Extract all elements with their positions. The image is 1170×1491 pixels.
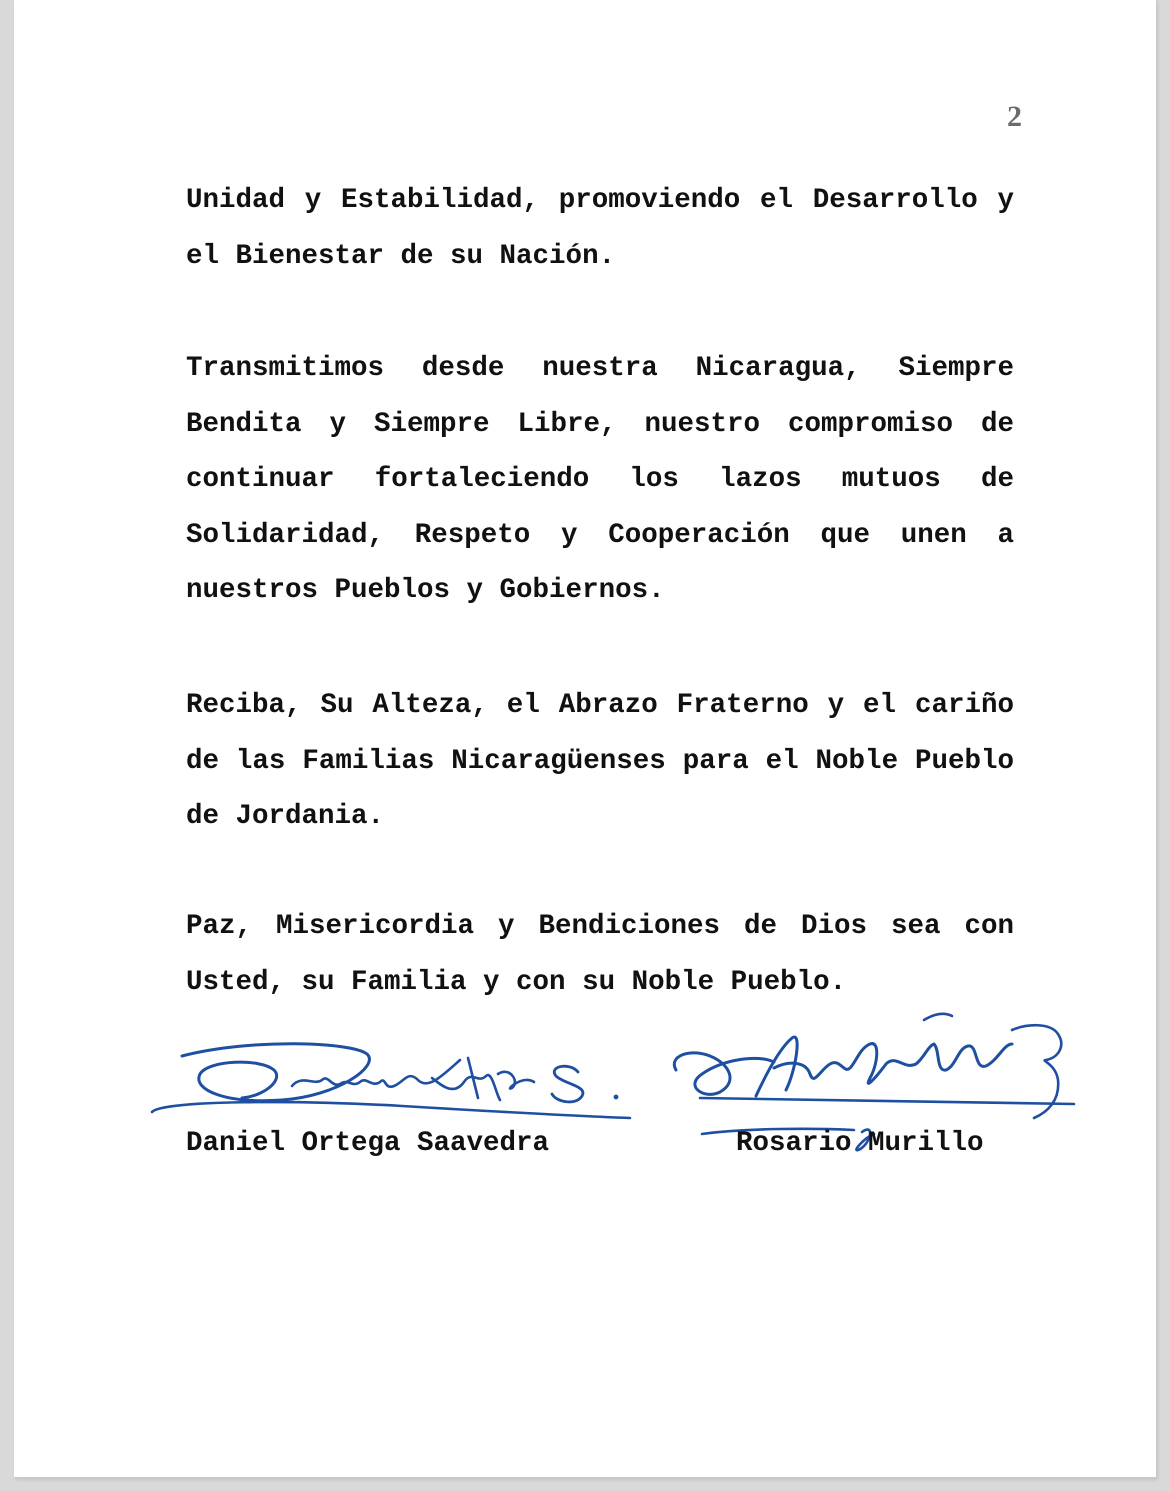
signatory-name: Daniel Ortega Saavedra [186,1128,550,1159]
signatory-name: Rosario Murillo [736,1128,984,1159]
body-paragraph: Transmitimos desde nuestra Nicaragua, Siempre Bendita y Siempre Libre, nuestro compromiso de continuar fortaleciendo los lazos mutuos de Solidaridad, Respeto y Cooperación que unen a nuestros Pueblos y Gobiernos. [186,353,1014,606]
body-paragraph: Unidad y Estabilidad, promoviendo el Desarrollo y el Bienestar de su Nación. [186,185,1014,272]
page-number: 2 [1007,100,1022,133]
document-page [14,0,1157,1478]
body-paragraph: Reciba, Su Alteza, el Abrazo Fraterno y el cariño de las Familias Nicaragüenses para el Noble Pueblo de Jordania. [186,690,1014,832]
closing-paragraph: Paz, Misericordia y Bendiciones de Dios sea con Usted, su Familia y con su Noble Pueblo. [186,911,1014,998]
handwritten-signature-icon [142,1030,642,1130]
